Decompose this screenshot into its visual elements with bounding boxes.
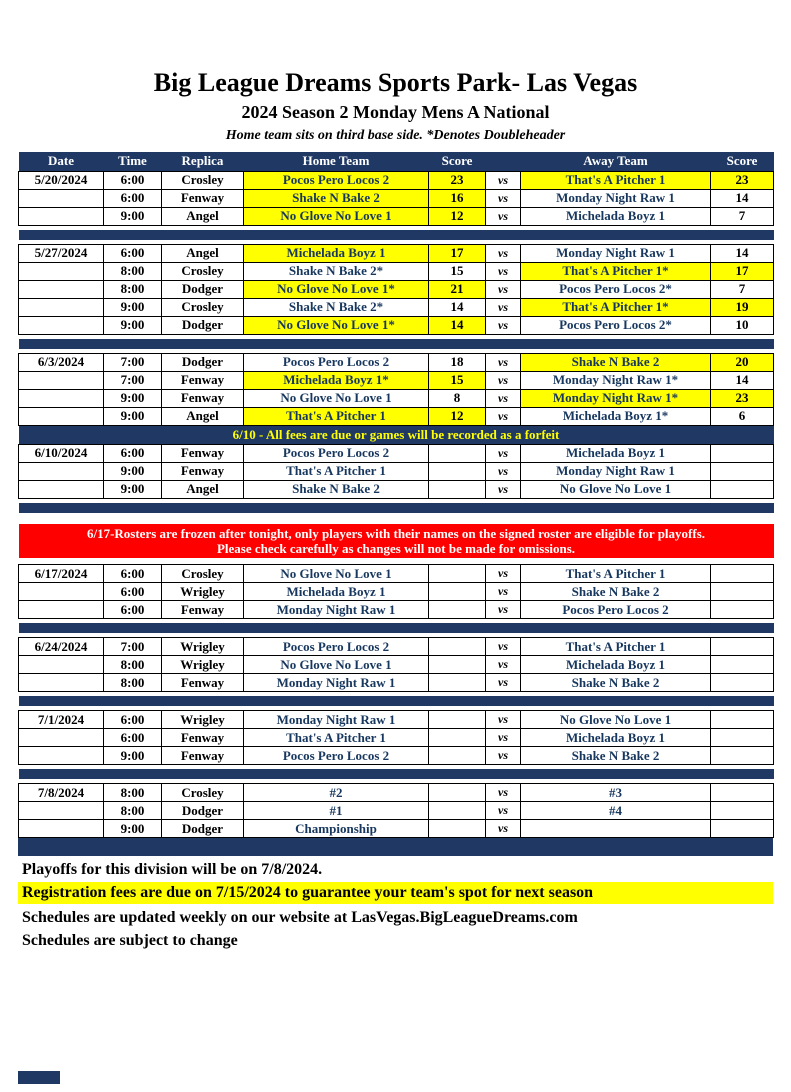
away-team-cell: That's A Pitcher 1 — [521, 638, 711, 656]
away-score-cell — [711, 656, 774, 674]
vs-cell: vs — [486, 638, 521, 656]
game-row — [19, 480, 774, 498]
separator-row — [19, 765, 774, 784]
time-cell: 8:00 — [104, 262, 162, 280]
replica-cell: Fenway — [162, 747, 244, 765]
time-cell: 6:00 — [104, 444, 162, 462]
home-team-cell: Michelada Boyz 1* — [244, 371, 429, 389]
game-row — [19, 583, 774, 601]
away-score-cell: 19 — [711, 298, 774, 316]
away-team-cell — [521, 820, 711, 838]
date-cell — [19, 280, 104, 298]
date-cell — [19, 674, 104, 692]
away-team-cell: Monday Night Raw 1* — [521, 389, 711, 407]
away-score-cell — [711, 462, 774, 480]
subject-to-change-note: Schedules are subject to change — [22, 932, 238, 949]
vs-cell: vs — [486, 784, 521, 802]
time-cell: 9:00 — [104, 389, 162, 407]
time-cell: 7:00 — [104, 371, 162, 389]
time-cell: 9:00 — [104, 820, 162, 838]
replica-cell: Fenway — [162, 389, 244, 407]
column-header: Score — [711, 152, 774, 171]
game-row — [19, 171, 774, 189]
home-team-cell: Shake N Bake 2* — [244, 298, 429, 316]
page-subtitle: 2024 Season 2 Monday Mens A National — [241, 102, 550, 122]
column-header: Away Team — [521, 152, 711, 171]
home-team-cell: No Glove No Love 1 — [244, 565, 429, 583]
vs-cell: vs — [486, 207, 521, 225]
away-score-cell — [711, 583, 774, 601]
home-team-cell: Pocos Pero Locos 2 — [244, 171, 429, 189]
away-score-cell: 7 — [711, 280, 774, 298]
home-team-cell: #1 — [244, 802, 429, 820]
home-team-cell: Pocos Pero Locos 2 — [244, 444, 429, 462]
game-row — [19, 244, 774, 262]
away-team-cell: Shake N Bake 2 — [521, 583, 711, 601]
away-team-cell: Monday Night Raw 1 — [521, 462, 711, 480]
date-cell — [19, 729, 104, 747]
home-score-cell — [429, 674, 486, 692]
game-row — [19, 444, 774, 462]
home-team-cell: Shake N Bake 2* — [244, 262, 429, 280]
home-score-cell: 16 — [429, 189, 486, 207]
away-team-cell: Monday Night Raw 1* — [521, 371, 711, 389]
replica-cell: Fenway — [162, 729, 244, 747]
date-cell — [19, 316, 104, 334]
home-team-cell: #2 — [244, 784, 429, 802]
registration-note: Registration fees are due on 7/15/2024 to guarantee your team's spot for next season — [18, 882, 773, 904]
time-cell: 6:00 — [104, 711, 162, 729]
time-cell: 6:00 — [104, 171, 162, 189]
date-cell — [19, 262, 104, 280]
replica-cell: Fenway — [162, 189, 244, 207]
replica-cell: Wrigley — [162, 638, 244, 656]
vs-cell: vs — [486, 565, 521, 583]
time-cell: 6:00 — [104, 565, 162, 583]
home-score-cell: 14 — [429, 298, 486, 316]
schedule-table-body — [19, 171, 774, 838]
home-score-cell: 23 — [429, 171, 486, 189]
away-score-cell — [711, 784, 774, 802]
game-row — [19, 371, 774, 389]
date-cell: 6/17/2024 — [19, 565, 104, 583]
home-score-cell: 12 — [429, 207, 486, 225]
time-cell: 7:00 — [104, 353, 162, 371]
replica-cell: Fenway — [162, 674, 244, 692]
time-cell: 8:00 — [104, 784, 162, 802]
away-team-cell: That's A Pitcher 1* — [521, 298, 711, 316]
vs-cell: vs — [486, 316, 521, 334]
game-row — [19, 280, 774, 298]
date-cell — [19, 407, 104, 425]
away-team-cell: Michelada Boyz 1* — [521, 407, 711, 425]
game-row — [19, 262, 774, 280]
date-cell — [19, 802, 104, 820]
home-score-cell — [429, 462, 486, 480]
playoffs-note: Playoffs for this division will be on 7/8/2024. — [22, 861, 323, 878]
game-row — [19, 674, 774, 692]
vs-cell: vs — [486, 389, 521, 407]
home-score-cell — [429, 802, 486, 820]
vs-cell: vs — [486, 262, 521, 280]
home-team-cell: No Glove No Love 1* — [244, 280, 429, 298]
column-header: Date — [19, 152, 104, 171]
away-score-cell: 17 — [711, 262, 774, 280]
home-team-cell: No Glove No Love 1 — [244, 656, 429, 674]
away-team-cell: Shake N Bake 2 — [521, 747, 711, 765]
game-row — [19, 656, 774, 674]
home-score-cell: 18 — [429, 353, 486, 371]
time-cell: 8:00 — [104, 656, 162, 674]
separator-row — [19, 334, 774, 353]
home-score-cell — [429, 820, 486, 838]
vs-cell: vs — [486, 407, 521, 425]
column-header: Time — [104, 152, 162, 171]
replica-cell: Dodger — [162, 820, 244, 838]
banner-row-navy — [19, 425, 774, 444]
away-score-cell — [711, 480, 774, 498]
replica-cell: Crosley — [162, 171, 244, 189]
separator-bar — [19, 765, 774, 784]
time-cell: 9:00 — [104, 298, 162, 316]
column-header: Replica — [162, 152, 244, 171]
separator-row — [19, 619, 774, 638]
banner-row-red — [19, 524, 774, 558]
game-row — [19, 638, 774, 656]
away-team-cell: Monday Night Raw 1 — [521, 189, 711, 207]
vs-cell: vs — [486, 189, 521, 207]
vs-cell: vs — [486, 601, 521, 619]
replica-cell: Fenway — [162, 444, 244, 462]
away-score-cell — [711, 601, 774, 619]
date-cell: 6/24/2024 — [19, 638, 104, 656]
date-cell: 6/10/2024 — [19, 444, 104, 462]
replica-cell: Fenway — [162, 601, 244, 619]
away-score-cell: 23 — [711, 171, 774, 189]
time-cell: 6:00 — [104, 189, 162, 207]
replica-cell: Crosley — [162, 565, 244, 583]
vs-cell: vs — [486, 729, 521, 747]
time-cell: 8:00 — [104, 280, 162, 298]
date-cell: 5/27/2024 — [19, 244, 104, 262]
home-team-cell: Michelada Boyz 1 — [244, 244, 429, 262]
date-cell — [19, 298, 104, 316]
away-team-cell: Monday Night Raw 1 — [521, 244, 711, 262]
away-score-cell: 7 — [711, 207, 774, 225]
home-score-cell — [429, 638, 486, 656]
away-score-cell: 6 — [711, 407, 774, 425]
home-team-cell: Michelada Boyz 1 — [244, 583, 429, 601]
replica-cell: Angel — [162, 207, 244, 225]
home-score-cell — [429, 444, 486, 462]
date-cell — [19, 389, 104, 407]
away-score-cell — [711, 747, 774, 765]
time-cell: 6:00 — [104, 601, 162, 619]
home-score-cell — [429, 480, 486, 498]
vs-cell: vs — [486, 244, 521, 262]
replica-cell: Wrigley — [162, 656, 244, 674]
time-cell: 6:00 — [104, 583, 162, 601]
home-score-cell — [429, 784, 486, 802]
home-team-cell: No Glove No Love 1 — [244, 207, 429, 225]
away-team-cell: That's A Pitcher 1 — [521, 171, 711, 189]
column-header: Score — [429, 152, 486, 171]
away-team-cell: #3 — [521, 784, 711, 802]
page-title: Big League Dreams Sports Park- Las Vegas — [153, 68, 638, 97]
home-score-cell — [429, 747, 486, 765]
away-score-cell: 14 — [711, 371, 774, 389]
game-row — [19, 565, 774, 583]
home-score-cell: 8 — [429, 389, 486, 407]
vs-cell: vs — [486, 802, 521, 820]
date-cell — [19, 480, 104, 498]
separator-bar — [19, 498, 774, 517]
date-cell — [19, 820, 104, 838]
time-cell: 6:00 — [104, 729, 162, 747]
home-team-cell: Monday Night Raw 1 — [244, 601, 429, 619]
home-team-cell: Shake N Bake 2 — [244, 480, 429, 498]
date-cell — [19, 747, 104, 765]
away-team-cell: Shake N Bake 2 — [521, 353, 711, 371]
away-score-cell — [711, 802, 774, 820]
date-cell — [19, 601, 104, 619]
game-row — [19, 189, 774, 207]
separator-bar — [19, 619, 774, 638]
away-score-cell — [711, 638, 774, 656]
home-team-cell: Monday Night Raw 1 — [244, 711, 429, 729]
time-cell: 7:00 — [104, 638, 162, 656]
time-cell: 8:00 — [104, 802, 162, 820]
home-score-cell: 12 — [429, 407, 486, 425]
home-score-cell: 21 — [429, 280, 486, 298]
away-team-cell: No Glove No Love 1 — [521, 480, 711, 498]
away-score-cell: 10 — [711, 316, 774, 334]
time-cell: 9:00 — [104, 480, 162, 498]
home-team-cell: That's A Pitcher 1 — [244, 462, 429, 480]
home-score-cell: 14 — [429, 316, 486, 334]
game-row — [19, 316, 774, 334]
home-team-cell: That's A Pitcher 1 — [244, 407, 429, 425]
time-cell: 9:00 — [104, 316, 162, 334]
home-team-cell: Monday Night Raw 1 — [244, 674, 429, 692]
away-score-cell: 14 — [711, 244, 774, 262]
home-team-note: Home team sits on third base side. *Denotes Doubleheader — [225, 128, 566, 143]
vs-cell: vs — [486, 171, 521, 189]
gap-cell — [19, 517, 774, 524]
date-cell: 5/20/2024 — [19, 171, 104, 189]
table-header-row — [19, 152, 774, 171]
date-cell — [19, 207, 104, 225]
time-cell: 9:00 — [104, 747, 162, 765]
away-team-cell: Michelada Boyz 1 — [521, 444, 711, 462]
banner-text: 6/17-Rosters are frozen after tonight, only players with their names on the signed roster are eligible for playoffs. Please check carefully as changes will not be made for omissions. — [19, 524, 774, 558]
away-team-cell: Shake N Bake 2 — [521, 674, 711, 692]
vs-cell: vs — [486, 480, 521, 498]
vs-cell: vs — [486, 747, 521, 765]
away-score-cell: 23 — [711, 389, 774, 407]
replica-cell: Wrigley — [162, 711, 244, 729]
vs-cell: vs — [486, 674, 521, 692]
away-team-cell: No Glove No Love 1 — [521, 711, 711, 729]
game-row — [19, 462, 774, 480]
column-header: Home Team — [244, 152, 429, 171]
replica-cell: Angel — [162, 407, 244, 425]
replica-cell: Dodger — [162, 802, 244, 820]
table-bottom-bar — [18, 838, 773, 856]
replica-cell: Fenway — [162, 371, 244, 389]
time-cell: 9:00 — [104, 407, 162, 425]
gap-row — [19, 517, 774, 524]
game-row — [19, 729, 774, 747]
game-row — [19, 407, 774, 425]
vs-cell: vs — [486, 656, 521, 674]
away-score-cell — [711, 565, 774, 583]
away-team-cell: Michelada Boyz 1 — [521, 207, 711, 225]
date-cell: 6/3/2024 — [19, 353, 104, 371]
away-team-cell: That's A Pitcher 1 — [521, 565, 711, 583]
away-score-cell — [711, 444, 774, 462]
away-team-cell: Pocos Pero Locos 2 — [521, 601, 711, 619]
date-cell — [19, 371, 104, 389]
time-cell: 8:00 — [104, 674, 162, 692]
replica-cell: Crosley — [162, 262, 244, 280]
date-cell — [19, 583, 104, 601]
vs-cell: vs — [486, 820, 521, 838]
time-cell: 6:00 — [104, 244, 162, 262]
home-team-cell: That's A Pitcher 1 — [244, 729, 429, 747]
home-team-cell: No Glove No Love 1* — [244, 316, 429, 334]
away-score-cell — [711, 711, 774, 729]
home-score-cell — [429, 711, 486, 729]
vs-cell: vs — [486, 711, 521, 729]
vs-cell: vs — [486, 280, 521, 298]
away-team-cell: Michelada Boyz 1 — [521, 656, 711, 674]
game-row — [19, 298, 774, 316]
vs-cell: vs — [486, 298, 521, 316]
home-score-cell — [429, 656, 486, 674]
separator-row — [19, 692, 774, 711]
replica-cell: Dodger — [162, 316, 244, 334]
time-cell: 9:00 — [104, 462, 162, 480]
replica-cell: Angel — [162, 244, 244, 262]
away-score-cell — [711, 820, 774, 838]
replica-cell: Dodger — [162, 353, 244, 371]
game-row — [19, 747, 774, 765]
home-team-cell: Shake N Bake 2 — [244, 189, 429, 207]
replica-cell: Angel — [162, 480, 244, 498]
away-score-cell — [711, 674, 774, 692]
vs-cell: vs — [486, 583, 521, 601]
home-team-cell: No Glove No Love 1 — [244, 389, 429, 407]
away-score-cell: 20 — [711, 353, 774, 371]
home-score-cell — [429, 565, 486, 583]
schedule-page — [0, 68, 791, 950]
replica-cell: Fenway — [162, 462, 244, 480]
away-team-cell: Pocos Pero Locos 2* — [521, 316, 711, 334]
vs-cell: vs — [486, 371, 521, 389]
date-cell — [19, 189, 104, 207]
schedule-table — [18, 152, 774, 838]
home-team-cell: Pocos Pero Locos 2 — [244, 638, 429, 656]
banner-text: 6/10 - All fees are due or games will be recorded as a forfeit — [19, 425, 774, 444]
home-score-cell: 15 — [429, 371, 486, 389]
game-row — [19, 784, 774, 802]
replica-cell: Dodger — [162, 280, 244, 298]
home-team-cell: Championship — [244, 820, 429, 838]
away-team-cell: That's A Pitcher 1* — [521, 262, 711, 280]
game-row — [19, 820, 774, 838]
column-header — [486, 152, 521, 171]
game-row — [19, 711, 774, 729]
separator-bar — [19, 334, 774, 353]
date-cell — [19, 462, 104, 480]
vs-cell: vs — [486, 353, 521, 371]
time-cell: 9:00 — [104, 207, 162, 225]
game-row — [19, 389, 774, 407]
game-row — [19, 601, 774, 619]
away-team-cell: #4 — [521, 802, 711, 820]
replica-cell: Crosley — [162, 298, 244, 316]
separator-row — [19, 225, 774, 244]
away-score-cell: 14 — [711, 189, 774, 207]
home-score-cell: 15 — [429, 262, 486, 280]
game-row — [19, 802, 774, 820]
home-score-cell — [429, 583, 486, 601]
vs-cell: vs — [486, 462, 521, 480]
home-team-cell: Pocos Pero Locos 2 — [244, 747, 429, 765]
bottom-left-bar — [18, 1071, 60, 1084]
away-score-cell — [711, 729, 774, 747]
separator-bar — [19, 692, 774, 711]
gap-cell — [19, 558, 774, 565]
gap-row — [19, 558, 774, 565]
game-row — [19, 207, 774, 225]
away-team-cell: Pocos Pero Locos 2* — [521, 280, 711, 298]
away-team-cell: Michelada Boyz 1 — [521, 729, 711, 747]
game-row — [19, 353, 774, 371]
separator-row — [19, 498, 774, 517]
home-score-cell: 17 — [429, 244, 486, 262]
date-cell: 7/1/2024 — [19, 711, 104, 729]
home-score-cell — [429, 601, 486, 619]
home-team-cell: Pocos Pero Locos 2 — [244, 353, 429, 371]
vs-cell: vs — [486, 444, 521, 462]
separator-bar — [19, 225, 774, 244]
date-cell — [19, 656, 104, 674]
replica-cell: Wrigley — [162, 583, 244, 601]
website-note: Schedules are updated weekly on our website at LasVegas.BigLeagueDreams.com — [22, 909, 578, 926]
home-score-cell — [429, 729, 486, 747]
date-cell: 7/8/2024 — [19, 784, 104, 802]
replica-cell: Crosley — [162, 784, 244, 802]
